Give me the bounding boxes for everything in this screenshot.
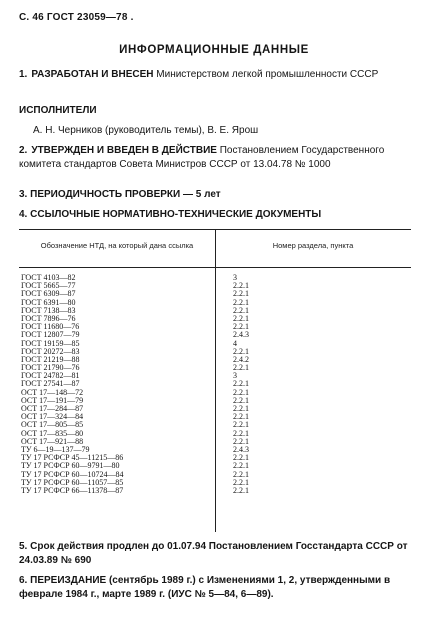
section-2-number: 2. <box>19 145 28 156</box>
section-5-text: Срок действия продлен до 01.07.94 Постановлением Госстандарта СССР от 24.03.89 № 690 <box>19 541 408 566</box>
table-cell-section: 2.2.1 <box>233 346 249 356</box>
section-5 <box>19 540 411 568</box>
table-cell-document: ОСТ 17—921—88 <box>21 436 84 446</box>
section-2-text: Постановлением Государственного комитета стандартов Совета Министров СССР от 13.04.78 № 1000 <box>19 145 385 170</box>
table-cell-section: 2.2.1 <box>233 289 249 299</box>
table-cell-document: ГОСТ 20272—83 <box>21 346 80 356</box>
table-cell-document: ГОСТ 6391—80 <box>21 297 76 307</box>
table-body <box>19 274 411 495</box>
table-cell-section: 2.2.1 <box>233 404 249 413</box>
section-4-number: 4. <box>19 209 28 220</box>
section-5-number: 5. <box>19 541 28 552</box>
table-cell-section: 2.2.1 <box>233 322 249 332</box>
section-4 <box>19 208 411 222</box>
table-cell-document: ГОСТ 11680—76 <box>21 322 80 332</box>
table-cell-document: ГОСТ 6309—87 <box>21 289 76 299</box>
page-header: С. 46 ГОСТ 23059—78 . <box>19 12 134 23</box>
table-cell-section: 2.2.1 <box>233 281 249 291</box>
table-cell-document: ОСТ 17—835—80 <box>21 428 84 438</box>
table-cell-section: 2.2.1 <box>233 485 249 495</box>
page-title: ИНФОРМАЦИОННЫЕ ДАННЫЕ <box>119 44 309 56</box>
table-header-section: Номер раздела, пункта <box>272 241 354 250</box>
table-cell-section: 2.2.1 <box>233 420 249 430</box>
section-3-text: ПЕРИОДИЧНОСТЬ ПРОВЕРКИ — 5 лет <box>30 189 221 200</box>
table-cell-document: ГОСТ 7896—76 <box>21 313 76 323</box>
executors-names: А. Н. Черников (руководитель темы), В. Е. Ярош <box>33 125 259 136</box>
table-cell-document: ТУ 17 РСФСР 66—11378—87 <box>21 485 124 495</box>
table-cell-section: 2.2.1 <box>233 395 249 405</box>
section-3 <box>19 188 411 202</box>
section-6 <box>19 574 411 602</box>
table-cell-document: ОСТ 17—805—85 <box>21 420 84 430</box>
section-1-heading: РАЗРАБОТАН И ВНЕСЕН <box>31 69 154 80</box>
executors-heading: ИСПОЛНИТЕЛИ <box>19 105 97 116</box>
table-cell-section: 2.2.1 <box>233 313 249 323</box>
table-cell-section: 3 <box>233 371 237 381</box>
table-cell-document: ТУ 6—19—137—79 <box>21 444 90 454</box>
table-cell-section: 2.2.1 <box>233 305 249 315</box>
table-cell-document: ГОСТ 4103—82 <box>21 273 76 282</box>
table-cell-section: 2.2.1 <box>233 363 249 373</box>
table-cell-section: 2.4.3 <box>233 444 249 454</box>
section-1 <box>19 68 411 82</box>
table-cell-section: 2.2.1 <box>233 461 249 471</box>
table-cell-document: ГОСТ 21219—88 <box>21 354 80 364</box>
table-cell-document: ОСТ 17—324—84 <box>21 412 84 422</box>
table-cell-section: 2.2.1 <box>233 477 249 487</box>
table-cell-document: ОСТ 17—148—72 <box>21 387 84 397</box>
table-cell-document: ТУ 17 РСФСР 60—10724—84 <box>21 469 124 479</box>
table-cell-document: ОСТ 17—191—79 <box>21 395 84 405</box>
table-cell-document: ТУ 17 РСФСР 60—9791—80 <box>21 461 120 471</box>
table-row <box>19 307 411 315</box>
table-header-document: Обозначение НТД, на который дана ссылка <box>40 241 194 250</box>
table-cell-section: 2.4.3 <box>233 330 249 340</box>
table-cell-section: 2.2.1 <box>233 469 249 479</box>
section-2 <box>19 144 411 172</box>
section-2-heading: УТВЕРЖДЕН И ВВЕДЕН В ДЕЙСТВИЕ <box>31 145 217 156</box>
table-cell-section: 2.4.2 <box>233 354 249 364</box>
table-cell-section: 2.2.1 <box>233 379 249 389</box>
table-cell-document: ГОСТ 19159—85 <box>21 338 80 348</box>
table-row <box>19 290 411 298</box>
table-cell-section: 2.2.1 <box>233 412 249 422</box>
section-3-number: 3. <box>19 189 28 200</box>
section-1-text: Министерством легкой промышленности СССР <box>156 69 379 80</box>
table-cell-document: ОСТ 17—284—87 <box>21 404 84 413</box>
section-6-text: ПЕРЕИЗДАНИЕ (сентябрь 1989 г.) с Изменениями 1, 2, утвержденными в феврале 1984 г., марте 1989 г. (ИУС № 5—84, 6—89). <box>19 575 391 600</box>
section-1-number: 1. <box>19 69 28 80</box>
table-cell-document: ГОСТ 24782—81 <box>21 371 80 381</box>
table-cell-document: ГОСТ 12807—79 <box>21 330 80 340</box>
section-6-number: 6. <box>19 575 28 586</box>
table-cell-document: ТУ 17 РСФСР 60—11057—85 <box>21 477 124 487</box>
section-4-text: ССЫЛОЧНЫЕ НОРМАТИВНО-ТЕХНИЧЕСКИЕ ДОКУМЕНТЫ <box>30 209 322 220</box>
table-row <box>19 299 411 307</box>
table-cell-section: 2.2.1 <box>233 387 249 397</box>
table-cell-document: ГОСТ 21790—76 <box>21 363 80 373</box>
table-cell-section: 4 <box>233 338 237 348</box>
table-cell-document: ГОСТ 7138—83 <box>21 305 76 315</box>
table-cell-section: 2.2.1 <box>233 436 249 446</box>
table-row <box>19 274 411 282</box>
table-cell-document: ТУ 17 РСФСР 45—11215—86 <box>21 453 124 463</box>
table-row <box>19 282 411 290</box>
table-cell-section: 3 <box>233 273 237 282</box>
table-cell-document: ГОСТ 27541—87 <box>21 379 80 389</box>
table-cell-section: 2.2.1 <box>233 428 249 438</box>
table-row <box>19 487 411 495</box>
table-cell-section: 2.2.1 <box>233 453 249 463</box>
table-cell-section: 2.2.1 <box>233 297 249 307</box>
table-cell-document: ГОСТ 5665—77 <box>21 281 76 291</box>
references-table <box>19 229 411 532</box>
